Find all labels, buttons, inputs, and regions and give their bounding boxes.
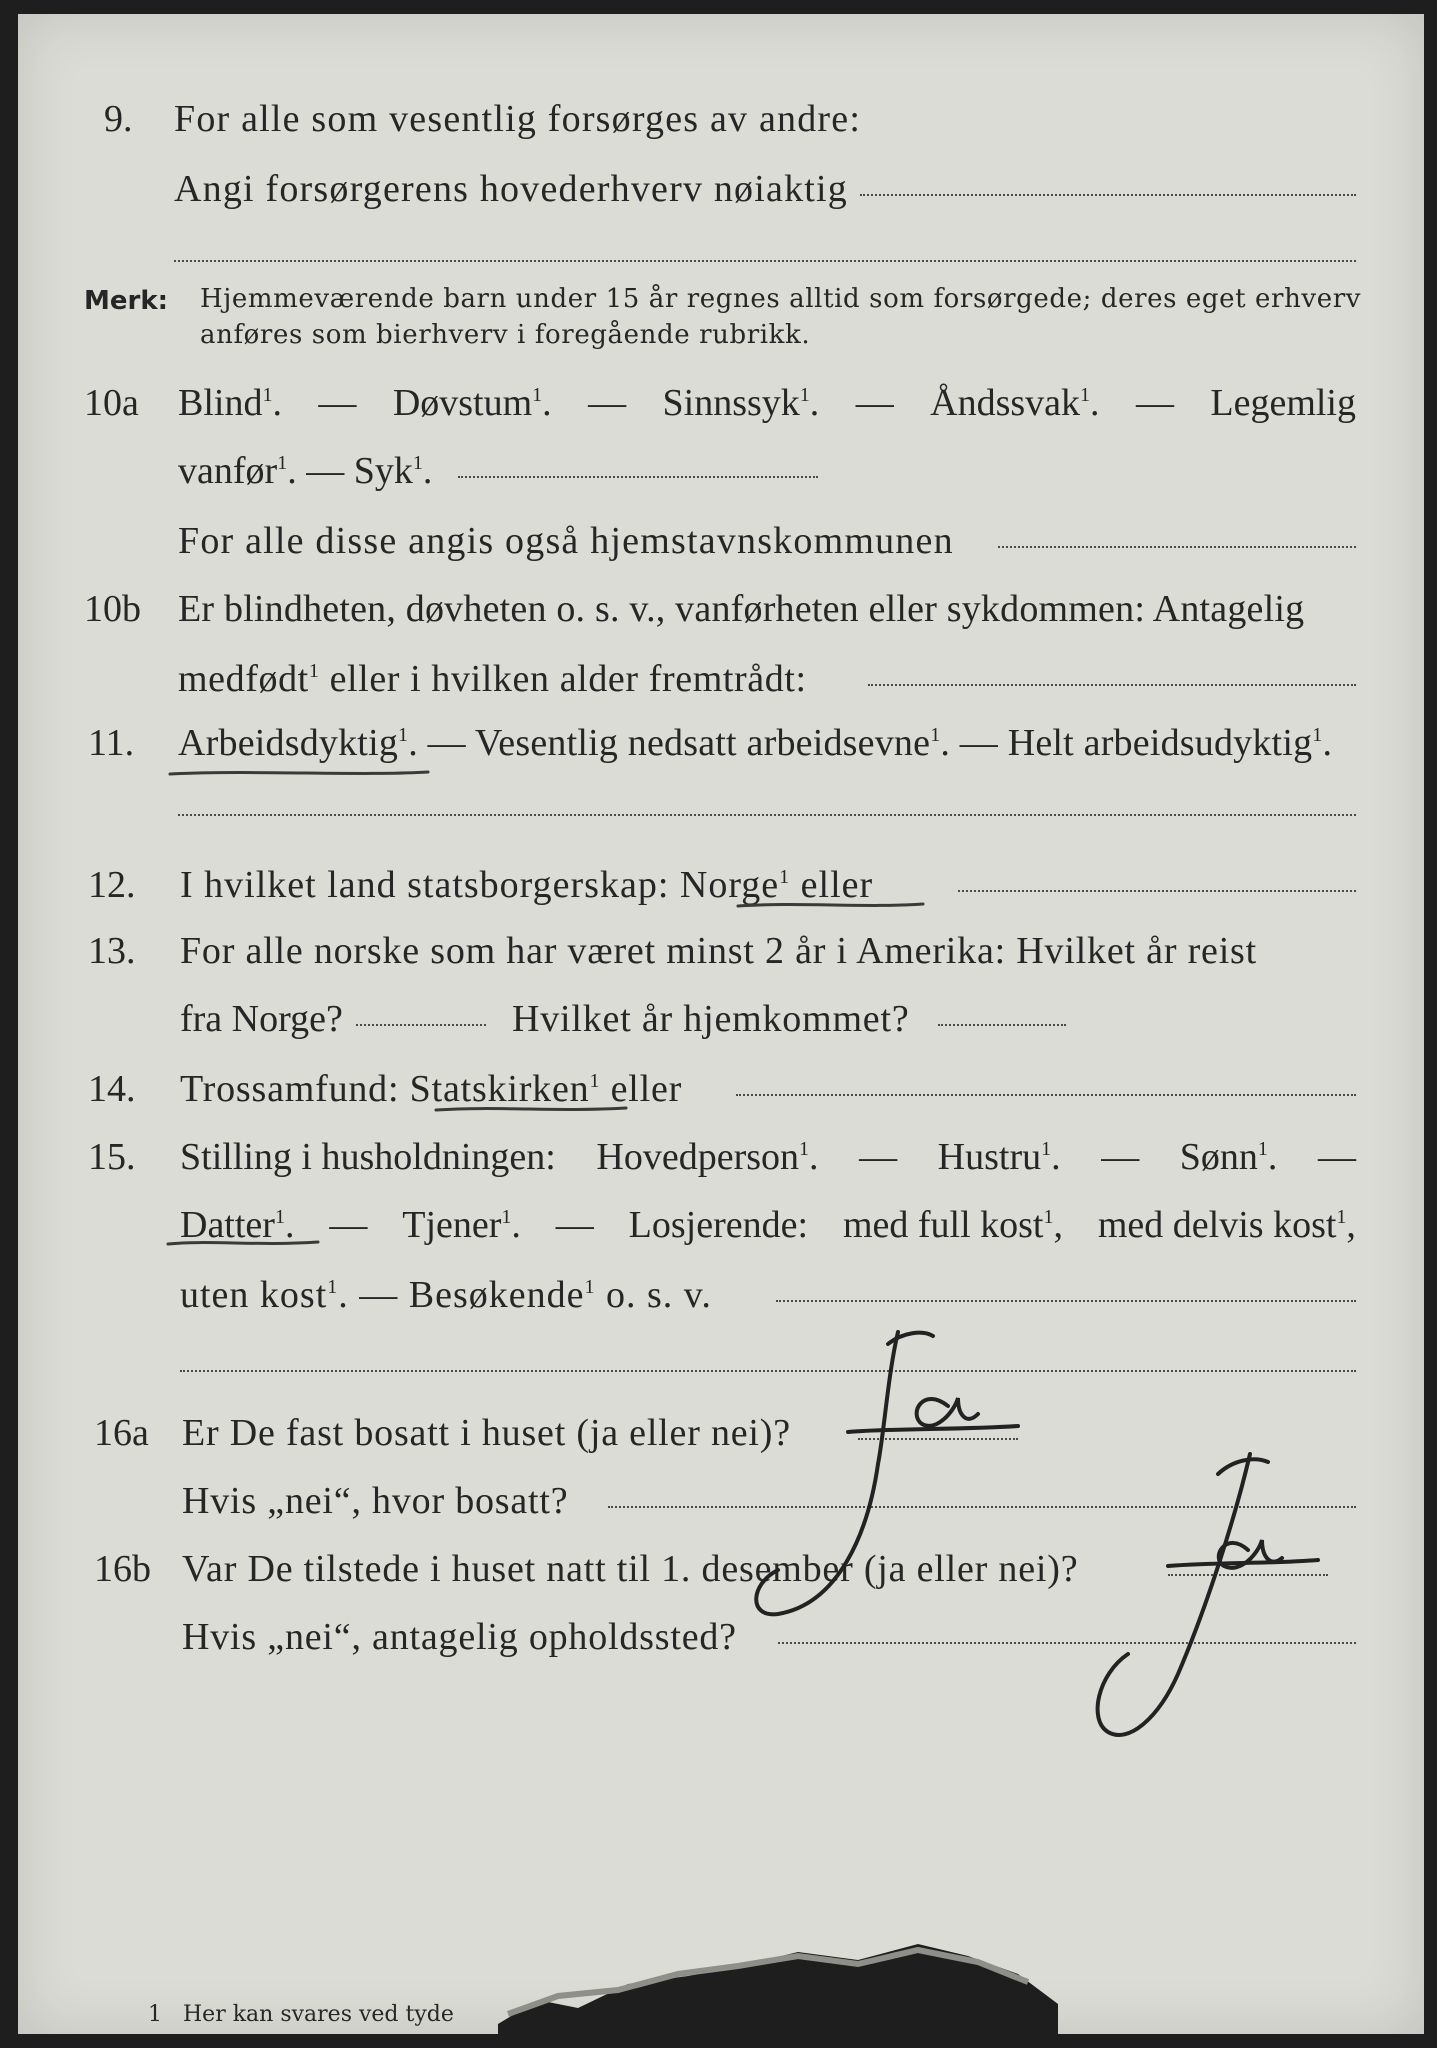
merk-label: Merk: bbox=[84, 286, 169, 316]
q15-option-delvis-kost[interactable]: med delvis kost$^1$, bbox=[1097, 1204, 1356, 1246]
q10a-line1: Blind$^1$. — Døvstum$^1$. — Sinnssyk$^1$. — Åndssvak$^1$. — Legemlig bbox=[178, 382, 1356, 424]
q9-line1: For alle som vesentlig forsørges av andre: bbox=[174, 98, 862, 140]
handwriting-annotations bbox=[18, 14, 1424, 2034]
q9-number: 9. bbox=[104, 98, 133, 140]
q9-line2: Angi forsørgerens hovederhverv nøiaktig bbox=[174, 168, 848, 210]
q16b-line1: Var De tilstede i huset natt til 1. desember (ja eller nei)? bbox=[182, 1548, 1079, 1590]
q16a-line1: Er De fast bosatt i huset (ja eller nei)? bbox=[182, 1412, 791, 1454]
q15-option-datter[interactable]: Datter$^1$. bbox=[180, 1204, 295, 1246]
q11-line: Arbeidsdyktig$^1$. — Vesentlig nedsatt arbeidsevne$^1$. — Helt arbeidsudyktig$^1$. bbox=[178, 722, 1333, 764]
paper-tear bbox=[498, 1904, 1058, 2034]
q10b-line1: Er blindheten, døvheten o. s. v., vanførheten eller sykdommen: Antagelig bbox=[178, 588, 1305, 630]
q12-option-norge[interactable]: Norge$^1$ bbox=[679, 864, 791, 906]
q16a-line2: Hvis „nei“, hvor bosatt? bbox=[182, 1480, 569, 1522]
q10a-option-syk[interactable]: Syk$^1$. bbox=[353, 450, 433, 492]
q14-option-statskirken[interactable]: Statskirken$^1$ bbox=[409, 1068, 601, 1110]
merk-line1: Hjemmeværende barn under 15 år regnes alltid som forsørgede; deres eget erhverv bbox=[200, 284, 1362, 314]
q13-line2a: fra Norge? bbox=[180, 998, 343, 1040]
footnote-text: Her kan svares ved tyde bbox=[183, 2002, 454, 2027]
q10b-number: 10b bbox=[84, 588, 141, 630]
q10b-line2: medfødt$^1$ eller i hvilken alder fremtrådt: bbox=[178, 658, 807, 700]
q10a-option-andssvak[interactable]: Åndssvak$^1$. bbox=[930, 382, 1100, 424]
q15-option-hustru[interactable]: Hustru$^1$. bbox=[937, 1136, 1061, 1178]
q11-option-arbeidsdyktig[interactable]: Arbeidsdyktig$^1$. bbox=[178, 722, 418, 764]
q15-line1: Stilling i husholdningen: Hovedperson$^1$. — Hustru$^1$. — Sønn$^1$. — bbox=[180, 1136, 1356, 1178]
q12-number: 12. bbox=[88, 864, 136, 906]
q15-line2: Datter$^1$. — Tjener$^1$. — Losjerende: med full kost$^1$, med delvis kost$^1$, bbox=[180, 1204, 1356, 1246]
q10a-option-dovstum[interactable]: Døvstum$^1$. bbox=[392, 382, 552, 424]
q15-option-besokende[interactable]: Besøkende$^1$ bbox=[408, 1274, 596, 1316]
merk-line2: anføres som bierhverv i foregående rubrikk. bbox=[200, 320, 811, 350]
q11-option-nedsatt[interactable]: Vesentlig nedsatt arbeidsevne$^1$. bbox=[474, 722, 951, 764]
q12-line: I hvilket land statsborgerskap: Norge$^1$ eller bbox=[180, 864, 874, 906]
q15-option-uten-kost[interactable]: uten kost$^1$. bbox=[180, 1274, 349, 1316]
census-form-page bbox=[18, 14, 1424, 2034]
q13-number: 13. bbox=[88, 930, 136, 972]
answer-ja-16b bbox=[1098, 1454, 1318, 1735]
q16b-line2: Hvis „nei“, antagelig opholdssted? bbox=[182, 1616, 737, 1658]
q15-option-sonn[interactable]: Sønn$^1$. bbox=[1179, 1136, 1278, 1178]
q10a-line2: vanfør$^1$. — Syk$^1$. bbox=[178, 450, 433, 492]
q13-line1: For alle norske som har været minst 2 år i Amerika: Hvilket år reist bbox=[180, 930, 1258, 972]
q15-option-hovedperson[interactable]: Hovedperson$^1$. bbox=[596, 1136, 819, 1178]
q11-option-udyktig[interactable]: Helt arbeidsudyktig$^1$. bbox=[1007, 722, 1333, 764]
q10a-option-vanfor[interactable]: vanfør$^1$. bbox=[178, 450, 297, 492]
footnote bbox=[148, 2002, 454, 2027]
q10a-option-blind[interactable]: Blind$^1$. bbox=[178, 382, 282, 424]
q16b-number: 16b bbox=[94, 1548, 151, 1590]
q15-number: 15. bbox=[88, 1136, 136, 1178]
q10a-option-legemlig[interactable]: Legemlig bbox=[1210, 382, 1356, 424]
q10a-option-sinnssyk[interactable]: Sinnssyk$^1$. bbox=[662, 382, 820, 424]
q16a-number: 16a bbox=[94, 1412, 149, 1454]
q11-number: 11. bbox=[88, 722, 135, 764]
q15-line3: uten kost$^1$. — Besøkende$^1$ o. s. v. bbox=[180, 1274, 712, 1316]
q10a-number: 10a bbox=[84, 382, 139, 424]
footnote-mark: 1 bbox=[148, 2002, 162, 2027]
answer-ja-16a bbox=[756, 1332, 1018, 1614]
q15-option-tjener[interactable]: Tjener$^1$. bbox=[402, 1204, 521, 1246]
q14-line: Trossamfund: Statskirken$^1$ eller bbox=[180, 1068, 683, 1110]
q13-line2b: Hvilket år hjemkommet? bbox=[512, 998, 910, 1040]
q14-number: 14. bbox=[88, 1068, 136, 1110]
q10a-line3: For alle disse angis også hjemstavnskommunen bbox=[178, 520, 954, 562]
q15-option-full-kost[interactable]: med full kost$^1$, bbox=[842, 1204, 1063, 1246]
